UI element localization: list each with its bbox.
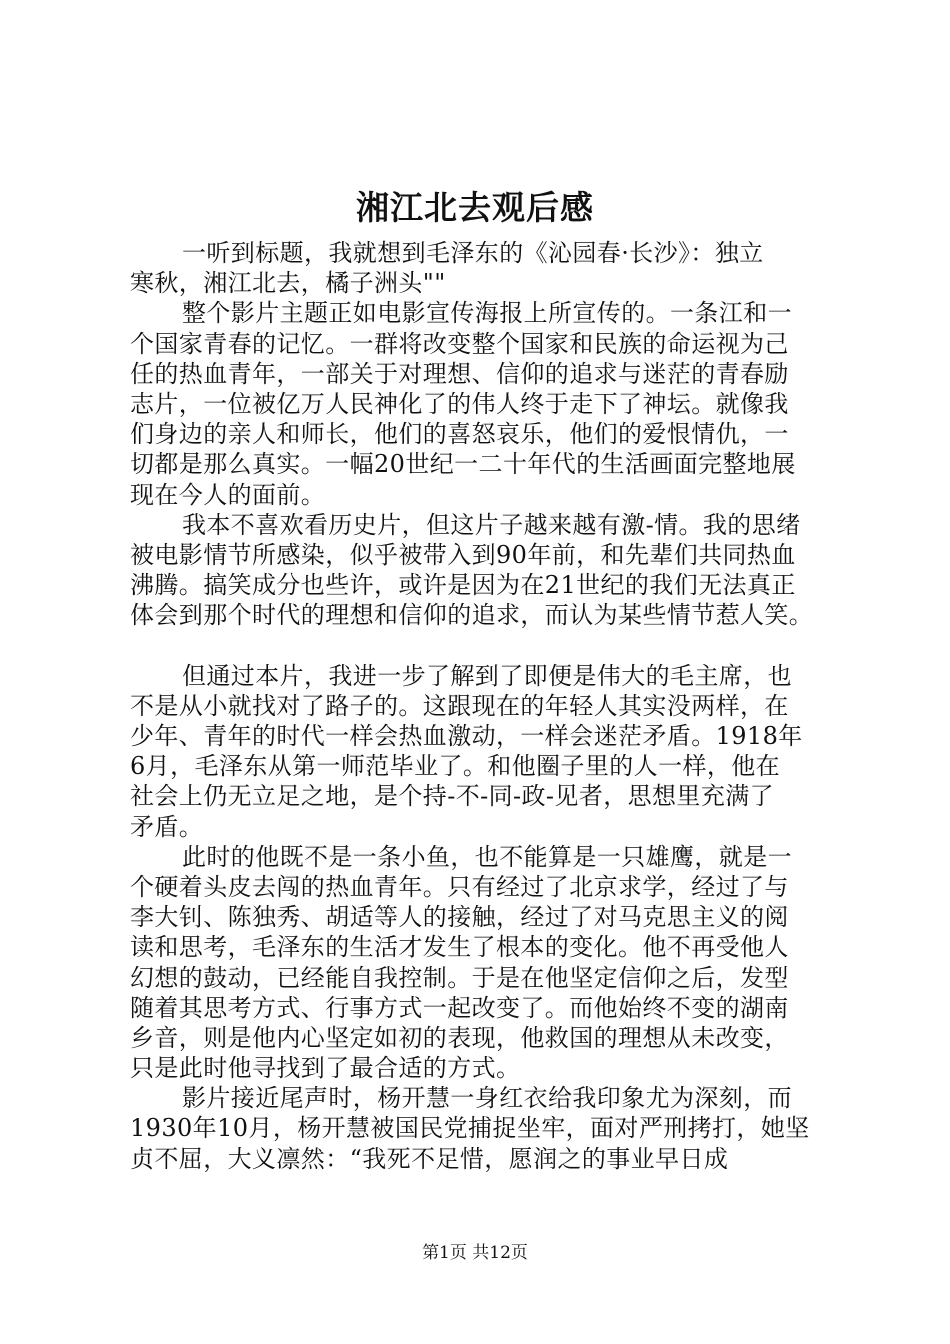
text-line: 体会到那个时代的理想和信仰的追求，而认为某些情节惹人笑。 — [130, 601, 814, 630]
text-line: 们身边的亲人和师长，他们的喜怒哀乐，他们的爱恨情仇，一 — [130, 420, 789, 449]
text-line: 但通过本片，我进一步了解到了即便是伟大的毛主席，也 — [182, 661, 792, 690]
text-line: 影片接近尾声时，杨开慧一身红衣给我印象尤为深刻，而 — [182, 1084, 792, 1113]
text-line: 寒秋，湘江北去，橘子洲头"" — [130, 269, 446, 298]
text-line: 整个影片主题正如电影宣传海报上所宣传的。一条江和一 — [182, 299, 792, 328]
text-line: 李大钊、陈独秀、胡适等人的接触，经过了对马克思主义的阅 — [130, 903, 789, 932]
paragraph — [130, 1083, 855, 1174]
text-line: 此时的他既不是一条小鱼，也不能算是一只雄鹰，就是一 — [182, 842, 792, 871]
text-line: 不是从小就找对了路子的。这跟现在的年轻人其实没两样，在 — [130, 691, 789, 720]
text-line: 6月，毛泽东从第一师范毕业了。和他圈子里的人一样，他在 — [130, 752, 781, 781]
text-line: 随着其思考方式、行事方式一起改变了。而他始终不变的湖南 — [130, 993, 789, 1022]
page-footer: 第1页 共12页 — [422, 1243, 528, 1263]
text-line: 现在今人的面前。 — [130, 480, 326, 509]
text-line: 1930年10月，杨开慧被国民党捕捉坐牢，面对严刑拷打，她坚 — [130, 1114, 810, 1143]
paragraph — [130, 842, 855, 1084]
text-line: 只是此时他寻找到了最合适的方式。 — [130, 1054, 521, 1083]
text-line: 沸腾。搞笑成分也些许，或许是因为在21世纪的我们无法真正 — [130, 571, 796, 600]
paragraph — [130, 298, 855, 509]
paragraph — [130, 661, 855, 842]
document-title: 湘江北去观后感 — [356, 188, 594, 227]
text-line: 乡音，则是他内心坚定如初的表现，他救国的理想从未改变， — [130, 1023, 789, 1052]
text-line: 志片，一位被亿万人民神化了的伟人终于走下了神坛。就像我 — [130, 389, 789, 418]
paragraph-spacer — [130, 630, 855, 660]
text-line: 贞不屈，大义凛然：“我死不足惜，愿润之的事业早日成 — [130, 1144, 729, 1173]
paragraph — [130, 510, 855, 631]
document-body — [130, 238, 855, 1174]
text-line: 被电影情节所感染，似乎被带入到90年前，和先辈们共同热血 — [130, 540, 796, 569]
text-line: 切都是那么真实。一幅20世纪一二十年代的生活画面完整地展 — [130, 450, 796, 479]
text-line: 个硬着头皮去闯的热血青年。只有经过了北京求学，经过了与 — [130, 872, 789, 901]
text-line: 任的热血青年，一部关于对理想、信仰的追求与迷茫的青春励 — [130, 359, 789, 388]
text-line: 幻想的鼓动，已经能自我控制。于是在他坚定信仰之后，发型 — [130, 963, 789, 992]
text-line: 矛盾。 — [130, 812, 204, 841]
paragraph — [130, 238, 855, 298]
text-line: 少年、青年的时代一样会热血激动，一样会迷茫矛盾。1918年 — [130, 722, 803, 750]
text-line: 社会上仍无立足之地，是个持-不-同-政-见者，思想里充满了 — [130, 782, 775, 811]
text-line: 个国家青春的记忆。一群将改变整个国家和民族的命运视为己 — [130, 329, 789, 358]
text-line: 读和思考，毛泽东的生活才发生了根本的变化。他不再受他人 — [130, 933, 789, 962]
text-line: 一听到标题，我就想到毛泽东的《沁园春·长沙》：独立 — [182, 239, 764, 267]
text-line: 我本不喜欢看历史片，但这片子越来越有激-情。我的思绪 — [182, 510, 801, 539]
